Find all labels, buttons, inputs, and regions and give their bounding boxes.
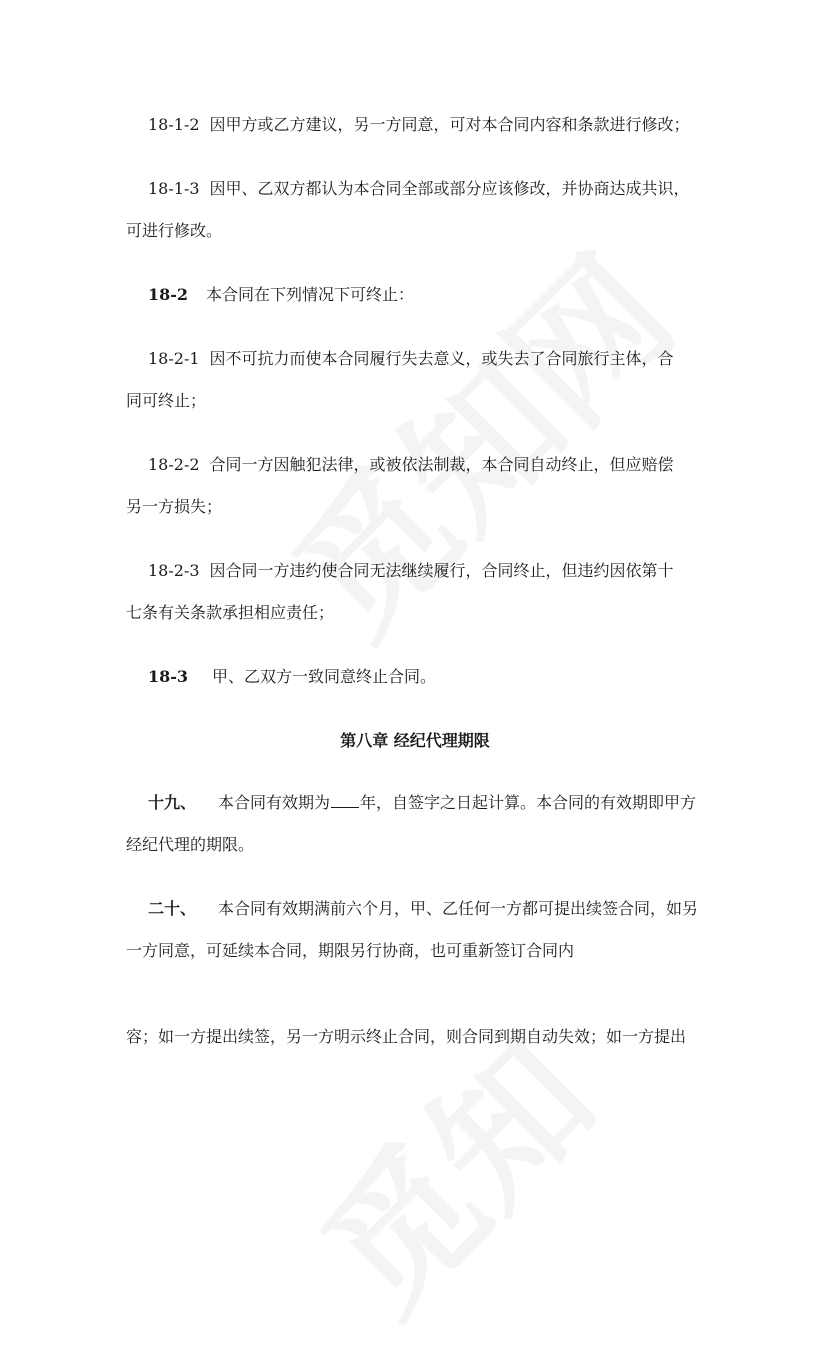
article-19-cont: 经纪代理的期限。 [126,835,255,854]
clause-18-2 [148,285,830,305]
article-20-cont: 一方同意，可延续本合同，期限另行协商，也可重新签订合同内 [126,941,575,960]
article-text-pre: 本合同有效期为 [218,793,331,812]
article-19 [148,793,830,813]
clause-number: 18-2-1 [148,349,200,368]
blank-field [331,793,359,808]
article-number: 二十、 [148,899,197,918]
clause-text: 因甲方或乙方建议，另一方同意，可对本合同内容和条款进行修改； [209,115,690,134]
clause-text: 本合同在下列情况下可终止： [206,285,415,304]
clause-18-2-1-cont: 同可终止； [126,391,207,410]
clause-number: 18-1-3 [148,179,200,198]
clause-18-2-2-cont: 另一方损失； [126,497,223,516]
article-text-post: 年，自签字之日起计算。本合同的有效期即甲方 [360,793,697,812]
clause-number: 18-2-2 [148,455,200,474]
clause-number: 18-1-2 [148,115,200,134]
clause-number: 18-2 [148,285,189,304]
chapter-title: 第八章 经纪代理期限 [340,731,490,750]
article-number: 十九、 [148,793,197,812]
clause-text: 因合同一方违约使合同无法继续履行，合同终止，但违约因依第十 [209,561,674,580]
clause-18-2-1 [148,349,830,369]
clause-text: 因不可抗力而使本合同履行失去意义，或失去了合同旅行主体，合 [209,349,674,368]
clause-18-2-2 [148,455,830,475]
clause-18-2-3-cont: 七条有关条款承担相应责任； [126,603,335,622]
clause-text: 合同一方因触犯法律，或被依法制裁，本合同自动终止，但应赔偿 [209,455,674,474]
article-20-cont-2: 容；如一方提出续签，另一方明示终止合同，则合同到期自动失效；如一方提出 [126,1027,687,1046]
clause-18-2-3 [148,561,830,581]
clause-number: 18-3 [148,667,189,686]
clause-18-1-2 [148,115,830,135]
clause-text: 因甲、乙双方都认为本合同全部或部分应该修改，并协商达成共识， [209,179,690,198]
clause-18-1-3 [148,179,830,199]
clause-text: 甲、乙双方一致同意终止合同。 [212,667,437,686]
clause-number: 18-2-3 [148,561,200,580]
article-text: 本合同有效期满前六个月，甲、乙任何一方都可提出续签合同，如另 [218,899,699,918]
clause-18-1-3-cont: 可进行修改。 [126,221,223,240]
article-20 [148,899,830,919]
clause-18-3 [148,667,830,687]
